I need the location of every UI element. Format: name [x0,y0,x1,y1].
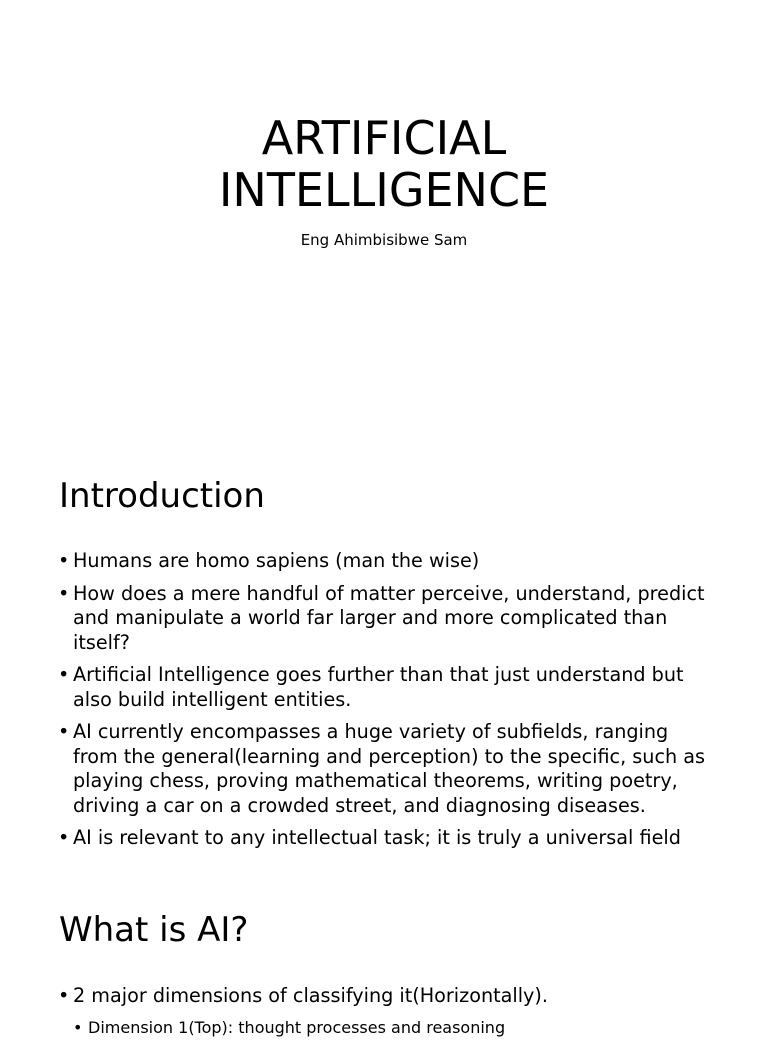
introduction-slide [0,432,768,864]
introduction-heading: Introduction [59,476,265,516]
sub-bullet-item: • Dimension 1(Top): thought processes and reasoning [58,1017,718,1039]
bullet-item: • 2 major dimensions of classifying it(Horizontally). [58,984,718,1009]
bullet-item: • Artificial Intelligence goes further than that just understand but also build intelligent entities. [58,663,718,712]
introduction-bullet-list [58,549,718,859]
bullet-item: • Humans are homo sapiens (man the wise) [58,549,718,574]
what-is-ai-heading: What is AI? [59,910,249,950]
author-subtitle: Eng Ahimbisibwe Sam [300,231,468,249]
bullet-item: • AI is relevant to any intellectual task; it is truly a universal field [58,826,718,851]
title-line-2: INTELLIGENCE [218,163,550,217]
what-is-ai-slide [0,864,768,1064]
slide-title [0,112,768,216]
bullet-item: • AI currently encompasses a huge variety of subfields, ranging from the general(learning and perception) to the specific, such as playing chess, proving mathematical theorems, writing poetry, driving a car on a crowded street, and diagnosing diseases. [58,720,718,818]
bullet-item: • How does a mere handful of matter perceive, understand, predict and manipulate a world far larger and more complicated than itself? [58,582,718,656]
title-slide [0,0,768,432]
title-line-1: ARTIFICIAL [261,111,507,165]
what-is-ai-bullet-list [58,984,718,1039]
